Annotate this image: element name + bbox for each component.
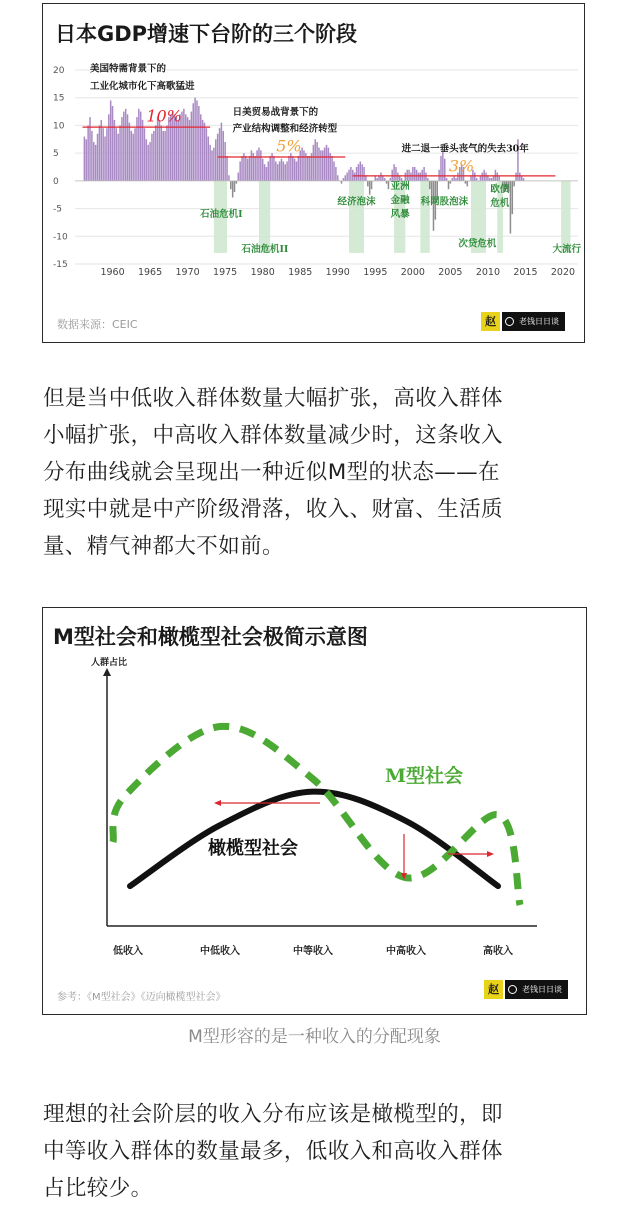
chart-annotation: 科网股泡沫 (420, 196, 469, 208)
olive-society-label: 橄榄型社会 (208, 838, 298, 859)
chart-annotation: 金融 (390, 195, 410, 207)
chart-annotation: 风暴 (390, 208, 410, 220)
chart-annotation: 大流行 (552, 243, 581, 255)
gdp-bar (264, 164, 266, 181)
gdp-bar (256, 150, 258, 180)
y-axis-arrowhead (103, 668, 111, 676)
gdp-bar (247, 159, 249, 181)
paragraph-line: 小幅扩张，中高收入群体数量减少时，这条收入 (43, 423, 503, 448)
brand-logo-text: 老钱日日谈 (519, 316, 559, 326)
y-tick-label: -15 (53, 260, 68, 270)
y-tick-label: -5 (53, 204, 62, 215)
gdp-bar (151, 134, 153, 181)
gdp-bar (202, 120, 204, 181)
x-category-label: 中等收入 (293, 946, 333, 957)
gdp-bar (354, 173, 356, 181)
chart-annotation: 经济泡沫 (337, 196, 376, 208)
article-paragraph-2 (43, 1096, 588, 1207)
gdp-bar (423, 167, 425, 181)
gdp-bar (251, 150, 253, 180)
gdp-bar (166, 125, 168, 180)
gdp-bar (138, 109, 140, 181)
y-tick-label: 0 (53, 176, 59, 187)
gdp-bar (279, 161, 281, 180)
gdp-bar (356, 167, 358, 181)
gdp-bar (420, 173, 422, 181)
gdp-bar (95, 145, 97, 181)
gdp-bar (346, 173, 348, 181)
gdp-bar (198, 106, 200, 181)
gdp-bar (200, 114, 202, 181)
gdp-bar (277, 164, 279, 181)
chart-annotation: 3% (448, 156, 475, 176)
gdp-bar (519, 173, 521, 181)
gdp-bar (448, 181, 450, 189)
chart-annotation: 工业化城市化下高歌猛进 (90, 80, 195, 92)
m-society-label: M型社会 (385, 765, 464, 787)
gdp-bar (337, 175, 339, 181)
crisis-band (561, 181, 570, 253)
gdp-bar (230, 181, 232, 189)
gdp-bar (288, 156, 290, 181)
brand-logo-mark: 赵 (481, 312, 500, 331)
gdp-bar (410, 173, 412, 181)
gdp-chart-source: 数据来源：CEIC (57, 318, 138, 331)
y-tick-label: 20 (53, 66, 65, 76)
olive-society-curve (130, 792, 498, 887)
gdp-bar (185, 114, 187, 181)
x-tick-label: 2015 (513, 267, 538, 278)
gdp-bar (451, 178, 453, 181)
gdp-bar (333, 161, 335, 180)
gdp-bar (194, 98, 196, 181)
x-tick-label: 1980 (250, 267, 275, 278)
gdp-bar (162, 131, 164, 181)
gdp-bar (260, 150, 262, 180)
gdp-bar (192, 103, 194, 181)
gdp-bar (320, 150, 322, 180)
chart-annotation: 石油危机I (200, 208, 243, 220)
gdp-bar (196, 100, 198, 180)
gdp-bar (348, 170, 350, 181)
paragraph-line: 占比较少。 (43, 1176, 153, 1201)
gdp-bar (221, 123, 223, 181)
x-tick-label: 1960 (100, 267, 125, 278)
gdp-bar (322, 150, 324, 180)
m-vs-olive-figure (42, 607, 587, 1015)
gdp-bar (219, 128, 221, 181)
paragraph-line: 现实中就是中产阶级滑落，收入、财富、生活质 (43, 497, 503, 522)
shift-arrowhead (214, 800, 221, 806)
crisis-band (349, 181, 364, 253)
gdp-bar (112, 106, 114, 181)
gdp-bar (159, 120, 161, 181)
y-tick-label: 10 (53, 121, 65, 132)
gdp-bar (269, 156, 271, 181)
chart-annotation: 日美贸易战背景下的 (232, 106, 319, 118)
gdp-bar (369, 181, 371, 195)
gdp-bar (132, 134, 134, 181)
gdp-bar (292, 156, 294, 181)
gdp-bar (140, 112, 142, 181)
gdp-bar (491, 178, 493, 181)
x-category-label: 高收入 (483, 946, 513, 957)
m-olive-title: M型社会和橄榄型社会极简示意图 (53, 625, 368, 649)
figure-caption: M型形容的是一种收入的分配现象 (188, 1027, 441, 1047)
gdp-bar (117, 134, 119, 181)
gdp-bar (204, 123, 206, 181)
gdp-bar (147, 145, 149, 181)
y-axis-label: 人群占比 (91, 658, 128, 668)
gdp-bar (316, 142, 318, 181)
brand-logo-text: 老钱日日谈 (522, 984, 562, 994)
gdp-bar (283, 161, 285, 180)
gdp-bar (228, 175, 230, 181)
gdp-bar (298, 156, 300, 181)
gdp-bar (281, 159, 283, 181)
gdp-bar (324, 148, 326, 181)
gdp-bar (123, 112, 125, 181)
gdp-bar (106, 128, 108, 181)
paragraph-line: 但是当中低收入群体数量大幅扩张，高收入群体 (43, 386, 503, 411)
gdp-bar (485, 173, 487, 181)
gdp-bar (97, 134, 99, 181)
gdp-bar (239, 161, 241, 180)
gdp-bar (331, 156, 333, 181)
gdp-bar (86, 139, 88, 181)
gdp-bar (512, 181, 514, 214)
gdp-bar (209, 145, 211, 181)
gdp-bar (275, 161, 277, 180)
gdp-bar (476, 178, 478, 181)
gdp-bar (482, 173, 484, 181)
gdp-chart-title: 日本GDP增速下台阶的三个阶段 (55, 22, 358, 46)
chart-annotation: 10% (146, 106, 182, 126)
gdp-bar (146, 139, 148, 181)
gdp-bar (489, 178, 491, 181)
gdp-bar (226, 156, 228, 181)
gdp-bar (363, 167, 365, 181)
gdp-bar (371, 181, 373, 189)
x-tick-label: 2010 (475, 267, 501, 278)
gdp-bar (360, 161, 362, 180)
gdp-bar (427, 178, 429, 181)
gdp-bar (510, 181, 512, 234)
x-tick-label: 1995 (363, 267, 388, 278)
gdp-bar (314, 139, 316, 181)
gdp-bar (134, 128, 136, 181)
gdp-bar (444, 159, 446, 181)
gdp-bar (258, 148, 260, 181)
gdp-bar (211, 150, 213, 180)
gdp-bar (296, 161, 298, 180)
chart-annotation: 亚洲 (390, 181, 410, 193)
search-icon (508, 985, 517, 994)
gdp-bar (286, 161, 288, 180)
x-category-label: 中低收入 (200, 946, 240, 957)
chart-annotation: 危机 (490, 197, 510, 209)
gdp-bar (238, 173, 240, 181)
gdp-bar (393, 164, 395, 181)
gdp-bar (358, 164, 360, 181)
gdp-bar (465, 181, 467, 184)
gdp-bar (215, 139, 217, 181)
gdp-bar (119, 125, 121, 180)
m-olive-reference: 参考：《M型社会》《迈向橄榄型社会》 (57, 992, 226, 1003)
gdp-bar (446, 178, 448, 181)
gdp-bar (232, 181, 234, 198)
gdp-bar (245, 156, 247, 181)
gdp-bar (91, 131, 93, 181)
brand-logo-mark: 赵 (484, 980, 503, 999)
brand-logo (481, 311, 565, 331)
brand-logo (484, 979, 568, 999)
gdp-bar (249, 156, 251, 181)
gdp-bar (388, 181, 390, 189)
gdp-bar (307, 156, 309, 181)
gdp-growth-chart (43, 4, 585, 343)
gdp-bar (380, 173, 382, 181)
gdp-bar (177, 120, 179, 181)
gdp-bar (153, 131, 155, 181)
gdp-bar (397, 173, 399, 181)
gdp-bar (236, 181, 238, 184)
shift-arrowhead (487, 851, 494, 857)
gdp-bar (208, 137, 210, 181)
gdp-bar (455, 178, 457, 181)
gdp-bar (101, 120, 103, 181)
gdp-bar (328, 148, 330, 181)
chart-annotation: 欧债 (490, 183, 510, 195)
chart-annotation: 5% (276, 136, 302, 156)
gdp-bar (361, 164, 363, 181)
gdp-bar (266, 167, 268, 181)
gdp-bar (93, 142, 95, 181)
x-tick-label: 1965 (137, 267, 163, 278)
gdp-bar (125, 109, 127, 181)
gdp-bar (87, 125, 89, 180)
x-tick-label: 2000 (400, 267, 425, 278)
search-icon (505, 317, 514, 326)
gdp-bar (161, 125, 163, 180)
gdp-bar (99, 125, 101, 180)
gdp-bar (284, 164, 286, 181)
gdp-bar (376, 178, 378, 181)
gdp-bar (345, 175, 347, 181)
gdp-bar (384, 178, 386, 181)
crisis-band (420, 181, 429, 253)
gdp-bar (110, 100, 112, 180)
article-paragraph-1 (43, 380, 588, 565)
m-society-curve (113, 726, 520, 905)
chart-annotation: 石油危机II (241, 243, 289, 255)
gdp-bar (335, 167, 337, 181)
chart-annotation: 次贷危机 (458, 238, 497, 250)
gdp-bar (164, 131, 166, 181)
x-tick-label: 2020 (550, 267, 576, 278)
gdp-bar (262, 159, 264, 181)
gdp-bar (515, 173, 517, 181)
gdp-bar (273, 156, 275, 181)
x-tick-label: 2005 (438, 267, 463, 278)
gdp-bar (513, 181, 515, 187)
gdp-bar (131, 131, 133, 181)
gdp-bar (341, 181, 343, 184)
gdp-bar (127, 114, 129, 181)
gdp-bar (268, 161, 270, 180)
y-tick-label: 15 (53, 93, 65, 104)
gdp-bar (440, 156, 442, 181)
gdp-bar (386, 181, 388, 184)
gdp-bar (395, 167, 397, 181)
gdp-bar (116, 128, 118, 181)
gdp-bar (155, 125, 157, 180)
gdp-chart-figure (42, 3, 585, 343)
gdp-bar (294, 159, 296, 181)
paragraph-line: 理想的社会阶层的收入分布应该是橄榄型的，即 (43, 1102, 503, 1127)
y-tick-label: 5 (53, 149, 59, 160)
chart-annotation: 美国特需背景下的 (90, 63, 167, 75)
gdp-bar (224, 142, 226, 181)
gdp-bar (523, 178, 525, 181)
gdp-bar (144, 128, 146, 181)
gdp-bar (129, 123, 131, 181)
gdp-bar (206, 128, 208, 181)
gdp-bar (343, 178, 345, 181)
gdp-bar (350, 167, 352, 181)
gdp-bar (234, 181, 236, 192)
gdp-bar (318, 148, 320, 181)
x-tick-label: 1975 (213, 267, 238, 278)
x-tick-label: 1985 (288, 267, 313, 278)
gdp-bar (254, 156, 256, 181)
gdp-bar (425, 173, 427, 181)
gdp-bar (303, 150, 305, 180)
income-distribution-diagram (43, 608, 587, 1015)
x-category-label: 中高收入 (386, 946, 426, 957)
gdp-bar (309, 156, 311, 181)
chart-annotation: 产业结构调整和经济转型 (232, 123, 338, 135)
paragraph-line: 量、精气神都大不如前。 (43, 534, 284, 559)
gdp-bar (412, 167, 414, 181)
gdp-bar (223, 131, 225, 181)
gdp-bar (414, 167, 416, 181)
gdp-bar (213, 148, 215, 181)
gdp-bar (142, 120, 144, 181)
gdp-bar (405, 173, 407, 181)
crisis-band (259, 181, 270, 253)
x-tick-label: 1990 (325, 267, 350, 278)
paragraph-line: 中等收入群体的数量最多，低收入和高收入群体 (43, 1139, 503, 1164)
gdp-bar (497, 173, 499, 181)
gdp-bar (313, 145, 315, 181)
gdp-bar (189, 120, 191, 181)
gdp-bar (367, 181, 369, 187)
x-tick-label: 1970 (175, 267, 200, 278)
gdp-bar (191, 112, 193, 181)
gdp-bar (114, 120, 116, 181)
y-tick-label: -10 (53, 232, 68, 243)
gdp-bar (418, 173, 420, 181)
gdp-bar (429, 181, 431, 189)
paragraph-line: 分布曲线就会呈现出一种近似M型的状态——在 (43, 460, 500, 485)
gdp-bar (104, 137, 106, 181)
gdp-bar (450, 181, 452, 184)
chart-annotation: 进二退一垂头丧气的失去30年 (401, 143, 529, 155)
gdp-bar (102, 128, 104, 181)
gdp-bar (467, 181, 469, 187)
gdp-bar (241, 156, 243, 181)
x-category-label: 低收入 (113, 946, 143, 957)
gdp-bar (326, 145, 328, 181)
gdp-bar (84, 137, 86, 181)
gdp-bar (183, 109, 185, 181)
gdp-bar (108, 114, 110, 181)
gdp-bar (149, 142, 151, 181)
